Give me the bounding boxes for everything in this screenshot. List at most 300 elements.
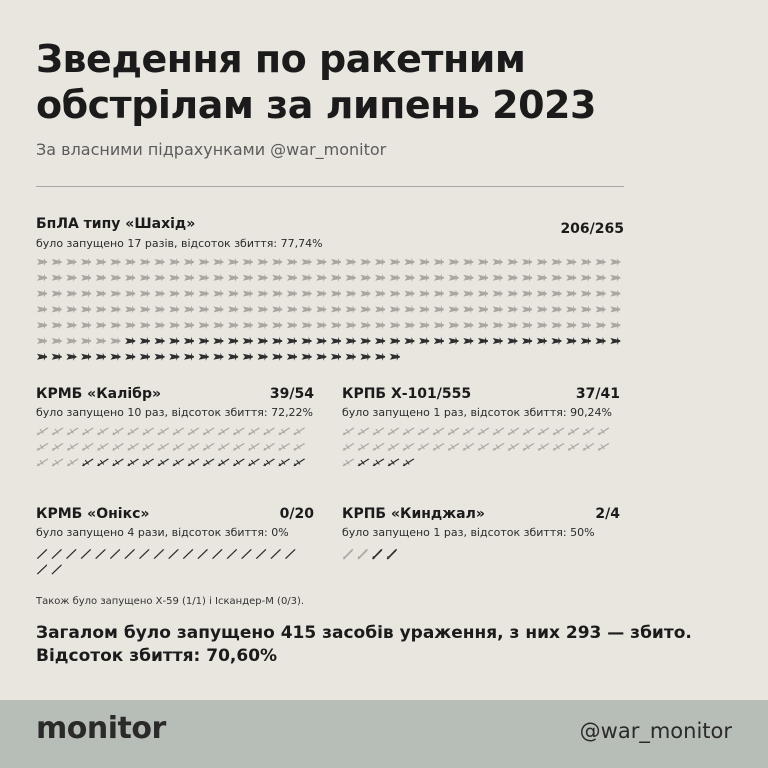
kalibr-intercepted-icon (82, 428, 94, 436)
shahed-intercepted-icon (111, 290, 121, 298)
shahed-intercepted-icon (66, 321, 76, 329)
shahed-intercepted-icon (125, 290, 135, 298)
shahed-intercepted-icon (566, 290, 576, 298)
kh101-intercepted-icon (538, 443, 550, 451)
shahed-intercepted-icon (331, 274, 341, 282)
kh101-intercepted-icon (343, 428, 355, 436)
kalibr-not-intercepted-icon (233, 459, 245, 467)
shahed-intercepted-icon (169, 274, 179, 282)
onyx-not-intercepted-icon (197, 549, 207, 559)
kalibr-note: було запущено 10 раз, відсоток збиття: 72,22% (36, 406, 314, 419)
shahed-not-intercepted-icon (243, 337, 253, 345)
shahed-intercepted-icon (184, 305, 194, 313)
shahed-intercepted-icon (316, 321, 326, 329)
onyx-not-intercepted-icon (95, 549, 105, 559)
shahed-not-intercepted-icon (272, 353, 282, 361)
kalibr-intercepted-icon (97, 443, 109, 451)
shahed-intercepted-icon (140, 305, 150, 313)
onyx-not-intercepted-icon (110, 549, 120, 559)
summary-total: Загалом було запущено 415 засобів ураження, з них 293 — збито. (36, 623, 692, 643)
kalibr-intercepted-icon (112, 443, 124, 451)
shahed-intercepted-icon (478, 305, 488, 313)
shahed-intercepted-icon (37, 305, 47, 313)
shahed-intercepted-icon (125, 258, 135, 266)
shahed-intercepted-icon (52, 305, 62, 313)
shahed-intercepted-icon (331, 305, 341, 313)
shahed-intercepted-icon (66, 305, 76, 313)
shahed-intercepted-icon (581, 258, 591, 266)
shahed-intercepted-icon (449, 305, 459, 313)
shahed-intercepted-icon (552, 321, 562, 329)
kalibr-intercepted-icon (293, 443, 305, 451)
kinzhal-note: було запущено 1 раз, відсоток збиття: 50% (342, 526, 595, 539)
kalibr-intercepted-icon (37, 459, 49, 467)
kh101-intercepted-icon (343, 443, 355, 451)
shahed-not-intercepted-icon (316, 337, 326, 345)
kinzhal-icon-grid (342, 548, 605, 564)
kalibr-pictogram (36, 426, 308, 473)
social-handle[interactable]: @war_monitor (579, 719, 732, 743)
shahed-intercepted-icon (375, 274, 385, 282)
kinzhal-pictogram (342, 548, 605, 564)
shahed-not-intercepted-icon (405, 337, 415, 345)
shahed-intercepted-icon (360, 258, 370, 266)
shahed-intercepted-icon (258, 321, 268, 329)
onyx-not-intercepted-icon (241, 549, 251, 559)
shahed-intercepted-icon (228, 305, 238, 313)
footnote: Також було запущено Х-59 (1/1) і Іскандер-М (0/3). (36, 596, 305, 607)
shahed-not-intercepted-icon (199, 337, 209, 345)
shahed-not-intercepted-icon (184, 337, 194, 345)
kalibr-intercepted-icon (67, 459, 79, 467)
brand-logo: monitor (36, 711, 166, 746)
shahed-not-intercepted-icon (155, 337, 165, 345)
shahed-icon-grid (36, 257, 624, 368)
shahed-intercepted-icon (375, 321, 385, 329)
shahed-intercepted-icon (302, 321, 312, 329)
kh101-not-intercepted-icon (388, 459, 400, 467)
shahed-not-intercepted-icon (566, 337, 576, 345)
kh101-intercepted-icon (403, 428, 415, 436)
kalibr-intercepted-icon (157, 443, 169, 451)
shahed-not-intercepted-icon (96, 353, 106, 361)
shahed-intercepted-icon (111, 337, 121, 345)
kalibr-not-intercepted-icon (188, 459, 200, 467)
kh101-count: 37/41 (575, 386, 620, 402)
shahed-not-intercepted-icon (155, 353, 165, 361)
shahed-intercepted-icon (140, 258, 150, 266)
shahed-intercepted-icon (81, 274, 91, 282)
shahed-not-intercepted-icon (140, 337, 150, 345)
shahed-not-intercepted-icon (346, 337, 356, 345)
shahed-not-intercepted-icon (169, 353, 179, 361)
shahed-intercepted-icon (287, 305, 297, 313)
kh101-intercepted-icon (463, 443, 475, 451)
shahed-intercepted-icon (52, 337, 62, 345)
shahed-intercepted-icon (610, 305, 620, 313)
shahed-intercepted-icon (96, 337, 106, 345)
onyx-not-intercepted-icon (51, 549, 61, 559)
shahed-intercepted-icon (419, 274, 429, 282)
shahed-intercepted-icon (434, 274, 444, 282)
shahed-intercepted-icon (81, 258, 91, 266)
kalibr-icon-grid (36, 426, 308, 473)
shahed-intercepted-icon (522, 290, 532, 298)
kalibr-intercepted-icon (188, 428, 200, 436)
kh101-intercepted-icon (568, 443, 580, 451)
kh101-intercepted-icon (433, 428, 445, 436)
shahed-intercepted-icon (258, 290, 268, 298)
kalibr-not-intercepted-icon (263, 459, 275, 467)
shahed-intercepted-icon (346, 274, 356, 282)
shahed-intercepted-icon (243, 290, 253, 298)
kalibr-intercepted-icon (218, 428, 230, 436)
kalibr-intercepted-icon (52, 459, 64, 467)
shahed-block (36, 216, 624, 364)
shahed-intercepted-icon (346, 305, 356, 313)
shahed-intercepted-icon (610, 321, 620, 329)
kh101-name: КРПБ Х-101/555 (342, 386, 472, 402)
shahed-intercepted-icon (272, 305, 282, 313)
shahed-intercepted-icon (419, 258, 429, 266)
kalibr-intercepted-icon (142, 443, 154, 451)
shahed-intercepted-icon (213, 258, 223, 266)
kh101-intercepted-icon (433, 443, 445, 451)
shahed-intercepted-icon (566, 258, 576, 266)
kalibr-intercepted-icon (263, 428, 275, 436)
shahed-intercepted-icon (360, 305, 370, 313)
shahed-not-intercepted-icon (125, 337, 135, 345)
shahed-intercepted-icon (316, 274, 326, 282)
shahed-intercepted-icon (272, 321, 282, 329)
shahed-intercepted-icon (199, 258, 209, 266)
kh101-intercepted-icon (553, 443, 565, 451)
shahed-not-intercepted-icon (228, 353, 238, 361)
shahed-intercepted-icon (522, 321, 532, 329)
shahed-intercepted-icon (434, 321, 444, 329)
shahed-intercepted-icon (493, 258, 503, 266)
shahed-intercepted-icon (566, 305, 576, 313)
kh101-note: було запущено 1 раз, відсоток збиття: 90,24% (342, 406, 613, 419)
shahed-intercepted-icon (537, 305, 547, 313)
shahed-intercepted-icon (596, 258, 606, 266)
shahed-intercepted-icon (552, 290, 562, 298)
shahed-intercepted-icon (243, 305, 253, 313)
shahed-intercepted-icon (316, 305, 326, 313)
shahed-intercepted-icon (522, 258, 532, 266)
shahed-intercepted-icon (493, 321, 503, 329)
shahed-not-intercepted-icon (581, 337, 591, 345)
shahed-intercepted-icon (346, 321, 356, 329)
kalibr-intercepted-icon (52, 428, 64, 436)
shahed-intercepted-icon (537, 290, 547, 298)
shahed-intercepted-icon (287, 321, 297, 329)
kalibr-intercepted-icon (37, 443, 49, 451)
shahed-intercepted-icon (81, 337, 91, 345)
onyx-not-intercepted-icon (270, 549, 280, 559)
shahed-intercepted-icon (199, 290, 209, 298)
shahed-count: 206/265 (560, 221, 624, 237)
shahed-intercepted-icon (434, 258, 444, 266)
shahed-intercepted-icon (140, 290, 150, 298)
shahed-intercepted-icon (272, 274, 282, 282)
onyx-not-intercepted-icon (285, 549, 295, 559)
kalibr-intercepted-icon (248, 443, 260, 451)
kalibr-not-intercepted-icon (172, 459, 184, 467)
kalibr-intercepted-icon (203, 443, 215, 451)
shahed-not-intercepted-icon (493, 337, 503, 345)
shahed-intercepted-icon (125, 274, 135, 282)
shahed-intercepted-icon (581, 321, 591, 329)
shahed-not-intercepted-icon (140, 353, 150, 361)
shahed-not-intercepted-icon (287, 353, 297, 361)
shahed-not-intercepted-icon (596, 337, 606, 345)
shahed-intercepted-icon (346, 290, 356, 298)
shahed-intercepted-icon (375, 258, 385, 266)
kalibr-intercepted-icon (67, 443, 79, 451)
shahed-not-intercepted-icon (463, 337, 473, 345)
shahed-not-intercepted-icon (360, 337, 370, 345)
kalibr-intercepted-icon (248, 428, 260, 436)
summary (36, 622, 692, 668)
shahed-intercepted-icon (140, 274, 150, 282)
shahed-intercepted-icon (125, 305, 135, 313)
kh101-icon-grid (342, 426, 612, 473)
kalibr-intercepted-icon (52, 443, 64, 451)
kh101-intercepted-icon (373, 428, 385, 436)
shahed-intercepted-icon (360, 290, 370, 298)
shahed-intercepted-icon (596, 290, 606, 298)
shahed-not-intercepted-icon (37, 353, 47, 361)
shahed-intercepted-icon (272, 290, 282, 298)
shahed-intercepted-icon (596, 321, 606, 329)
shahed-intercepted-icon (537, 321, 547, 329)
shahed-intercepted-icon (552, 274, 562, 282)
shahed-intercepted-icon (199, 305, 209, 313)
kalibr-intercepted-icon (218, 443, 230, 451)
shahed-intercepted-icon (390, 305, 400, 313)
shahed-intercepted-icon (463, 258, 473, 266)
shahed-intercepted-icon (66, 258, 76, 266)
shahed-intercepted-icon (169, 290, 179, 298)
shahed-intercepted-icon (463, 321, 473, 329)
onyx-not-intercepted-icon (183, 549, 193, 559)
shahed-intercepted-icon (243, 274, 253, 282)
shahed-pictogram (36, 257, 624, 368)
shahed-not-intercepted-icon (449, 337, 459, 345)
shahed-intercepted-icon (81, 321, 91, 329)
kalibr-count: 39/54 (269, 386, 314, 402)
kinzhal-count: 2/4 (595, 506, 620, 522)
shahed-intercepted-icon (581, 305, 591, 313)
shahed-intercepted-icon (228, 321, 238, 329)
shahed-intercepted-icon (287, 290, 297, 298)
shahed-intercepted-icon (331, 321, 341, 329)
kh101-intercepted-icon (538, 428, 550, 436)
shahed-intercepted-icon (155, 274, 165, 282)
onyx-note: було запущено 4 рази, відсоток збиття: 0% (36, 526, 289, 539)
kh101-intercepted-icon (358, 428, 370, 436)
shahed-not-intercepted-icon (375, 353, 385, 361)
shahed-intercepted-icon (434, 305, 444, 313)
kh101-intercepted-icon (403, 443, 415, 451)
shahed-not-intercepted-icon (610, 337, 620, 345)
shahed-not-intercepted-icon (331, 337, 341, 345)
shahed-not-intercepted-icon (552, 337, 562, 345)
onyx-pictogram (36, 548, 299, 579)
kh101-intercepted-icon (598, 428, 610, 436)
shahed-intercepted-icon (52, 321, 62, 329)
footer-bar (0, 700, 768, 768)
kalibr-name: КРМБ «Калібр» (36, 386, 162, 402)
shahed-intercepted-icon (419, 305, 429, 313)
kinzhal-intercepted-icon (343, 549, 354, 560)
kalibr-intercepted-icon (233, 443, 245, 451)
shahed-intercepted-icon (478, 290, 488, 298)
shahed-intercepted-icon (140, 321, 150, 329)
shahed-note: було запущено 17 разів, відсоток збиття: 77,74% (36, 237, 323, 250)
shahed-intercepted-icon (463, 305, 473, 313)
kalibr-not-intercepted-icon (157, 459, 169, 467)
shahed-not-intercepted-icon (213, 337, 223, 345)
kh101-intercepted-icon (448, 443, 460, 451)
kalibr-intercepted-icon (203, 428, 215, 436)
shahed-not-intercepted-icon (390, 353, 400, 361)
shahed-intercepted-icon (610, 258, 620, 266)
onyx-not-intercepted-icon (256, 549, 266, 559)
shahed-intercepted-icon (96, 258, 106, 266)
kh101-intercepted-icon (523, 443, 535, 451)
shahed-intercepted-icon (360, 321, 370, 329)
kalibr-not-intercepted-icon (278, 459, 290, 467)
kalibr-intercepted-icon (233, 428, 245, 436)
shahed-not-intercepted-icon (111, 353, 121, 361)
shahed-intercepted-icon (405, 258, 415, 266)
shahed-intercepted-icon (419, 290, 429, 298)
shahed-intercepted-icon (125, 321, 135, 329)
kalibr-intercepted-icon (172, 443, 184, 451)
shahed-intercepted-icon (596, 274, 606, 282)
kalibr-intercepted-icon (293, 428, 305, 436)
shahed-intercepted-icon (537, 274, 547, 282)
kalibr-intercepted-icon (97, 428, 109, 436)
shahed-not-intercepted-icon (375, 337, 385, 345)
shahed-intercepted-icon (287, 258, 297, 266)
shahed-intercepted-icon (96, 321, 106, 329)
shahed-intercepted-icon (507, 321, 517, 329)
shahed-intercepted-icon (610, 274, 620, 282)
onyx-count: 0/20 (279, 506, 314, 522)
kinzhal-name: КРПБ «Кинджал» (342, 506, 485, 522)
shahed-not-intercepted-icon (169, 337, 179, 345)
shahed-intercepted-icon (566, 321, 576, 329)
kh101-intercepted-icon (508, 443, 520, 451)
shahed-not-intercepted-icon (125, 353, 135, 361)
shahed-intercepted-icon (537, 258, 547, 266)
page-subtitle: За власними підрахунками @war_monitor (36, 140, 387, 159)
shahed-intercepted-icon (507, 258, 517, 266)
shahed-intercepted-icon (390, 258, 400, 266)
kh101-not-intercepted-icon (358, 459, 370, 467)
shahed-intercepted-icon (434, 290, 444, 298)
shahed-intercepted-icon (169, 321, 179, 329)
shahed-intercepted-icon (184, 321, 194, 329)
title-divider (36, 186, 624, 187)
shahed-intercepted-icon (302, 274, 312, 282)
kinzhal-not-intercepted-icon (387, 549, 398, 560)
shahed-intercepted-icon (37, 337, 47, 345)
kalibr-intercepted-icon (278, 428, 290, 436)
shahed-not-intercepted-icon (228, 337, 238, 345)
kh101-intercepted-icon (508, 428, 520, 436)
shahed-intercepted-icon (155, 305, 165, 313)
shahed-intercepted-icon (37, 274, 47, 282)
shahed-intercepted-icon (258, 305, 268, 313)
shahed-not-intercepted-icon (360, 353, 370, 361)
onyx-not-intercepted-icon (37, 549, 47, 559)
shahed-intercepted-icon (375, 290, 385, 298)
shahed-intercepted-icon (360, 274, 370, 282)
shahed-intercepted-icon (507, 305, 517, 313)
shahed-intercepted-icon (449, 258, 459, 266)
shahed-intercepted-icon (213, 321, 223, 329)
kalibr-not-intercepted-icon (112, 459, 124, 467)
kalibr-intercepted-icon (82, 443, 94, 451)
onyx-not-intercepted-icon (51, 564, 61, 574)
kalibr-intercepted-icon (127, 428, 139, 436)
shahed-intercepted-icon (228, 258, 238, 266)
summary-percentage: Відсоток збиття: 70,60% (36, 646, 278, 666)
onyx-not-intercepted-icon (154, 549, 164, 559)
shahed-intercepted-icon (228, 274, 238, 282)
shahed-intercepted-icon (111, 321, 121, 329)
onyx-not-intercepted-icon (124, 549, 134, 559)
shahed-intercepted-icon (111, 258, 121, 266)
shahed-not-intercepted-icon (331, 353, 341, 361)
kalibr-not-intercepted-icon (142, 459, 154, 467)
kh101-intercepted-icon (343, 459, 355, 467)
shahed-intercepted-icon (169, 305, 179, 313)
shahed-intercepted-icon (184, 274, 194, 282)
shahed-intercepted-icon (390, 290, 400, 298)
shahed-not-intercepted-icon (507, 337, 517, 345)
shahed-intercepted-icon (96, 290, 106, 298)
shahed-intercepted-icon (81, 290, 91, 298)
shahed-not-intercepted-icon (81, 353, 91, 361)
shahed-not-intercepted-icon (184, 353, 194, 361)
shahed-intercepted-icon (287, 274, 297, 282)
shahed-intercepted-icon (52, 274, 62, 282)
shahed-not-intercepted-icon (302, 353, 312, 361)
shahed-intercepted-icon (566, 274, 576, 282)
kalibr-intercepted-icon (142, 428, 154, 436)
kh101-intercepted-icon (418, 428, 430, 436)
kh101-intercepted-icon (478, 443, 490, 451)
shahed-intercepted-icon (522, 274, 532, 282)
shahed-intercepted-icon (37, 321, 47, 329)
shahed-intercepted-icon (507, 290, 517, 298)
shahed-intercepted-icon (52, 290, 62, 298)
kh101-intercepted-icon (523, 428, 535, 436)
shahed-not-intercepted-icon (434, 337, 444, 345)
kh101-pictogram (342, 426, 612, 473)
shahed-intercepted-icon (302, 290, 312, 298)
shahed-intercepted-icon (37, 290, 47, 298)
kalibr-intercepted-icon (67, 428, 79, 436)
shahed-intercepted-icon (52, 258, 62, 266)
shahed-not-intercepted-icon (243, 353, 253, 361)
shahed-intercepted-icon (228, 290, 238, 298)
